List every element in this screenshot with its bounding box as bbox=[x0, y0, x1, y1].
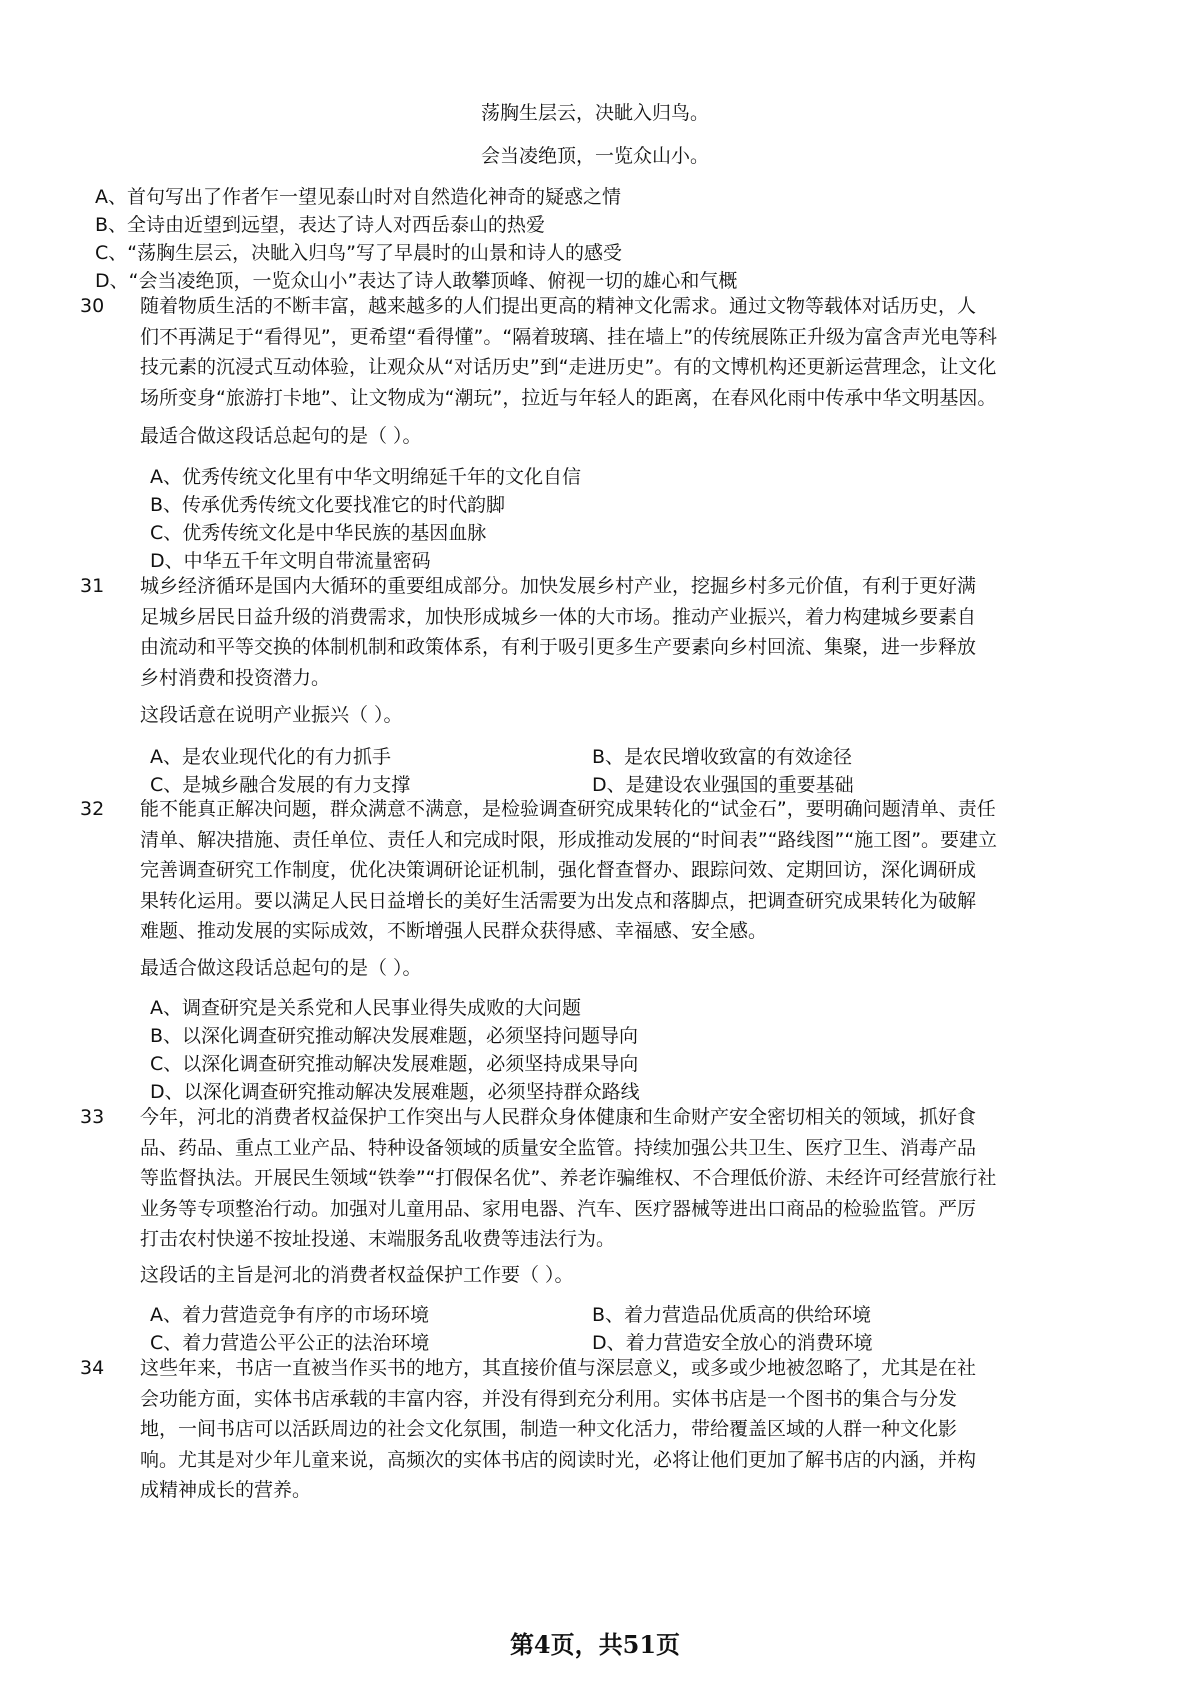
passage-line: 业务等专项整治行动。加强对儿童用品、家用电器、汽车、医疗器械等进出口商品的检验监管。严厉 bbox=[140, 1197, 977, 1220]
q29-option-d: D、“会当凌绝顶，一览众山小”表达了诗人敢攀顶峰、俯视一切的雄心和气概 bbox=[95, 270, 738, 292]
passage-line: 随着物质生活的不断丰富，越来越多的人们提出更高的精神文化需求。通过文物等载体对话历史，人 bbox=[140, 295, 977, 317]
passage-line: 今年，河北的消费者权益保护工作突出与人民群众身体健康和生命财产安全密切相关的领域，抓好食 bbox=[140, 1106, 977, 1128]
q33-prompt: 这段话的主旨是河北的消费者权益保护工作要（ ）。 bbox=[140, 1264, 574, 1286]
passage-line: 品、药品、重点工业产品、特种设备领域的质量安全监管。持续加强公共卫生、医疗卫生、消毒产品 bbox=[140, 1136, 977, 1159]
passage-line: 会功能方面，实体书店承载的丰富内容，并没有得到充分利用。实体书店是一个图书的集合与分发 bbox=[140, 1387, 958, 1410]
q31-option-a: A、是农业现代化的有力抓手 bbox=[150, 746, 391, 768]
q29-option-c: C、“荡胸生层云，决眦入归鸟”写了早晨时的山景和诗人的感受 bbox=[95, 242, 622, 264]
passage-line: 足城乡居民日益升级的消费需求，加快形成城乡一体的大市场。推动产业振兴，着力构建城乡要素自 bbox=[140, 605, 977, 628]
question-number: 34 bbox=[80, 1357, 105, 1379]
q33-option-d: D、着力营造安全放心的消费环境 bbox=[592, 1332, 873, 1354]
passage-line: 城乡经济循环是国内大循环的重要组成部分。加快发展乡村产业，挖掘乡村多元价值，有利于更好满 bbox=[140, 575, 977, 597]
question-number: 31 bbox=[80, 575, 105, 597]
passage-line: 们不再满足于“看得见”，更希望“看得懂”。“隔着玻璃、挂在墙上”的传统展陈正升级为富含声光电等科 bbox=[140, 325, 998, 348]
q30-passage bbox=[140, 291, 1085, 413]
q32-prompt: 最适合做这段话总起句的是（ ）。 bbox=[140, 957, 422, 979]
q32-option-b: B、以深化调查研究推动解决发展难题，必须坚持问题导向 bbox=[150, 1025, 639, 1047]
passage-line: 成精神成长的营养。 bbox=[140, 1479, 312, 1501]
passage-line: 乡村消费和投资潜力。 bbox=[140, 666, 331, 689]
poem-line: 会当凌绝顶，一览众山小。 bbox=[480, 145, 709, 167]
q29-option-a: A、首句写出了作者乍一望见泰山时对自然造化神奇的疑惑之情 bbox=[95, 186, 621, 208]
passage-line: 响。尤其是对少年儿童来说，高频次的实体书店的阅读时光，必将让他们更加了解书店的内涵，并构 bbox=[140, 1448, 977, 1471]
passage-line: 完善调查研究工作制度，优化决策调研论证机制，强化督查督办、跟踪问效、定期回访，深化调研成 bbox=[140, 859, 977, 881]
q32-passage bbox=[140, 794, 1085, 947]
q32-option-c: C、以深化调查研究推动解决发展难题，必须坚持成果导向 bbox=[150, 1053, 639, 1075]
q29-option-b: B、全诗由近望到远望，表达了诗人对西岳泰山的热爱 bbox=[95, 214, 546, 236]
page-footer: 第4页，共51页 bbox=[509, 1630, 681, 1659]
q32-option-a: A、调查研究是关系党和人民事业得失成败的大问题 bbox=[150, 997, 581, 1019]
passage-line: 等监督执法。开展民生领域“铁拳”“打假保名优”、养老诈骗维权、不合理低价游、未经许可经营旅行社 bbox=[140, 1167, 997, 1189]
passage-line: 难题、推动发展的实际成效，不断增强人民群众获得感、幸福感、安全感。 bbox=[140, 920, 768, 942]
passage-line: 清单、解决措施、责任单位、责任人和完成时限，形成推动发展的“时间表”“路线图”“施工图”。要建立 bbox=[140, 828, 998, 851]
question-number: 33 bbox=[80, 1106, 105, 1128]
q31-option-b: B、是农民增收致富的有效途径 bbox=[592, 746, 853, 768]
poem-line: 荡胸生层云，决眦入归鸟。 bbox=[480, 102, 709, 124]
question-number: 32 bbox=[80, 798, 105, 820]
question-number: 30 bbox=[80, 295, 105, 317]
passage-line: 打击农村快递不按址投递、末端服务乱收费等违法行为。 bbox=[140, 1228, 616, 1250]
passage-line: 能不能真正解决问题，群众满意不满意，是检验调查研究成果转化的“试金石”，要明确问题清单、责任 bbox=[140, 798, 996, 820]
q33-option-a: A、着力营造竞争有序的市场环境 bbox=[150, 1304, 429, 1326]
passage-line: 这些年来，书店一直被当作买书的地方，其直接价值与深层意义，或多或少地被忽略了，尤其是在社 bbox=[140, 1357, 977, 1379]
passage-line: 技元素的沉浸式互动体验，让观众从“对话历史”到“走进历史”。有的文博机构还更新运营理念，让文化 bbox=[140, 356, 997, 378]
passage-line: 场所变身“旅游打卡地”、让文物成为“潮玩”，拉近与年轻人的距离，在春风化雨中传承中华文明基因。 bbox=[140, 386, 997, 409]
passage-line: 由流动和平等交换的体制机制和政策体系，有利于吸引更多生产要素向乡村回流、集聚，进一步释放 bbox=[140, 636, 977, 658]
q30-option-b: B、传承优秀传统文化要找准它的时代韵脚 bbox=[150, 494, 506, 516]
q34-passage bbox=[140, 1353, 1085, 1506]
q31-option-d: D、是建设农业强国的重要基础 bbox=[592, 774, 854, 796]
passage-line: 地，一间书店可以活跃周边的社会文化氛围，制造一种文化活力，带给覆盖区域的人群一种文化影 bbox=[140, 1418, 958, 1440]
q31-passage bbox=[140, 571, 1085, 693]
q31-option-c: C、是城乡融合发展的有力支撑 bbox=[150, 774, 411, 796]
q33-option-c: C、着力营造公平公正的法治环境 bbox=[150, 1332, 430, 1354]
passage-line: 果转化运用。要以满足人民日益增长的美好生活需要为出发点和落脚点，把调查研究成果转化为破解 bbox=[140, 889, 977, 912]
q30-prompt: 最适合做这段话总起句的是（ ）。 bbox=[140, 425, 422, 447]
q33-option-b: B、着力营造品优质高的供给环境 bbox=[592, 1304, 872, 1326]
q30-option-a: A、优秀传统文化里有中华文明绵延千年的文化自信 bbox=[150, 466, 581, 488]
q33-passage bbox=[140, 1102, 1085, 1255]
q32-option-d: D、以深化调查研究推动解决发展难题，必须坚持群众路线 bbox=[150, 1081, 640, 1103]
q30-option-c: C、优秀传统文化是中华民族的基因血脉 bbox=[150, 522, 487, 544]
q30-option-d: D、中华五千年文明自带流量密码 bbox=[150, 550, 431, 572]
q31-prompt: 这段话意在说明产业振兴（ ）。 bbox=[140, 704, 403, 726]
